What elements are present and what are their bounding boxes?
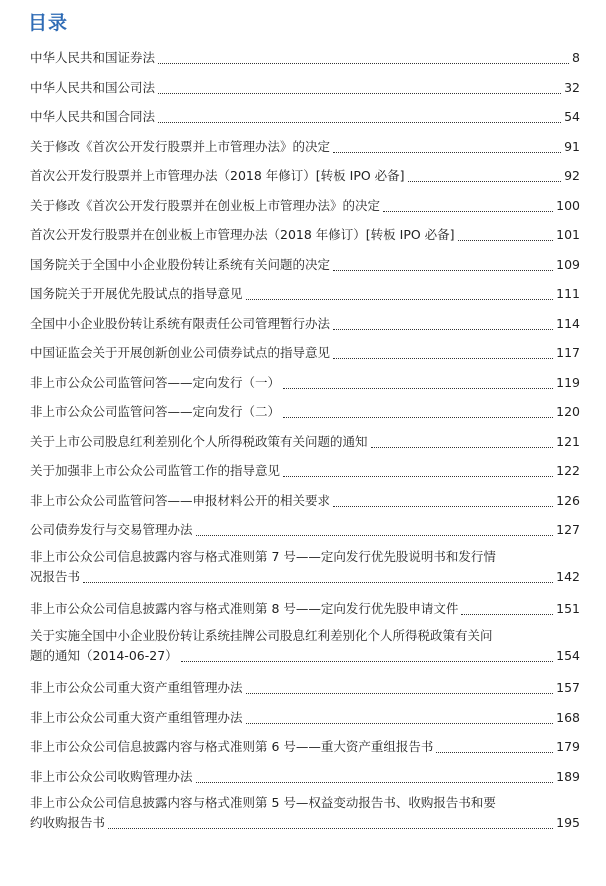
- toc-page-number: 195: [556, 815, 580, 830]
- toc-entry-title: 公司债券发行与交易管理办法: [30, 522, 193, 537]
- dot-leader: [283, 417, 553, 418]
- dot-leader: [283, 476, 553, 477]
- toc-entry-title: 国务院关于全国中小企业股份转让系统有关问题的决定: [30, 256, 331, 272]
- toc-entry[interactable]: [30, 74, 580, 104]
- toc-page-number: 114: [556, 315, 580, 331]
- toc-entry[interactable]: [30, 133, 580, 163]
- toc-entry-title-line1: 关于实施全国中小企业股份转让系统挂牌公司股息红利差别化个人所得税政策有关问: [30, 627, 493, 643]
- toc-entry-title: 关于加强非上市公众公司监管工作的指导意见: [30, 463, 281, 478]
- toc-page-number: 101: [556, 227, 580, 242]
- toc-entry-title: 非上市公众公司收购管理办法: [30, 768, 193, 784]
- dot-leader: [333, 270, 553, 271]
- toc-entry[interactable]: [30, 369, 580, 399]
- dot-leader: [181, 661, 553, 662]
- toc-entry[interactable]: [30, 221, 580, 251]
- dot-leader: [371, 447, 554, 448]
- toc-entry-title-line2: 况报告书: [30, 568, 81, 584]
- dot-leader: [158, 63, 569, 64]
- toc-entry[interactable]: [30, 792, 580, 842]
- toc-entry-title-line2: 题的通知（2014-06-27）: [30, 647, 178, 663]
- toc-page-number: 168: [556, 709, 580, 725]
- toc-entry-title: 非上市公众公司监管问答——定向发行（一）: [30, 374, 281, 390]
- toc-page-number: 157: [556, 680, 580, 695]
- toc-entry-title-line2: 约收购报告书: [30, 815, 106, 830]
- toc-entry-title: 非上市公众公司信息披露内容与格式准则第 8 号——定向发行优先股申请文件: [30, 601, 459, 616]
- dot-leader: [436, 752, 553, 753]
- toc-entry[interactable]: [30, 487, 580, 517]
- toc-page-number: 126: [556, 492, 580, 508]
- toc-entry-title: 首次公开发行股票并上市管理办法（2018 年修订）[转板 IPO 必备]: [30, 168, 405, 183]
- dot-leader: [333, 506, 553, 507]
- toc-entry-title: 首次公开发行股票并在创业板上市管理办法（2018 年修订）[转板 IPO 必备]: [30, 227, 455, 242]
- dot-leader: [333, 358, 553, 359]
- toc-entry[interactable]: [30, 280, 580, 310]
- toc-page-number: 127: [556, 522, 580, 537]
- dot-leader: [383, 211, 553, 212]
- toc-entry[interactable]: [30, 516, 580, 546]
- toc-entry-title: 非上市公众公司监管问答——申报材料公开的相关要求: [30, 492, 331, 508]
- dot-leader: [246, 693, 554, 694]
- toc-page-number: 142: [556, 568, 580, 584]
- dot-leader: [196, 535, 554, 536]
- dot-leader: [283, 388, 553, 389]
- toc-entry-title: 非上市公众公司重大资产重组管理办法: [30, 709, 243, 725]
- toc-entry[interactable]: [30, 398, 580, 428]
- toc-entry[interactable]: [30, 339, 580, 369]
- toc-page-number: 109: [556, 256, 580, 272]
- toc-entry-title: 中华人民共和国公司法: [30, 79, 156, 95]
- toc-entry[interactable]: [30, 595, 580, 625]
- toc-entry[interactable]: [30, 674, 580, 704]
- toc-page-number: 119: [556, 374, 580, 390]
- toc-entry[interactable]: [30, 704, 580, 734]
- toc-entry[interactable]: [30, 733, 580, 763]
- toc-page-number: 92: [564, 168, 580, 183]
- toc-page-number: 151: [556, 601, 580, 616]
- toc-entry[interactable]: [30, 546, 580, 596]
- toc-entry-title: 关于修改《首次公开发行股票并上市管理办法》的决定: [30, 138, 331, 154]
- dot-leader: [158, 93, 561, 94]
- toc-entry[interactable]: [30, 251, 580, 281]
- toc-entry[interactable]: [30, 457, 580, 487]
- toc-entry-title-line1: 非上市公众公司信息披露内容与格式准则第 5 号—权益变动报告书、收购报告书和要: [30, 795, 496, 810]
- toc-entry-title: 非上市公众公司重大资产重组管理办法: [30, 680, 243, 695]
- toc-entry-title-line1: 非上市公众公司信息披露内容与格式准则第 7 号——定向发行优先股说明书和发行情: [30, 548, 496, 564]
- dot-leader: [83, 582, 553, 583]
- dot-leader: [333, 329, 553, 330]
- toc-page-number: 120: [556, 404, 580, 419]
- toc-entry[interactable]: [30, 763, 580, 793]
- toc-entry[interactable]: [30, 44, 580, 74]
- dot-leader: [246, 723, 554, 724]
- toc-entry[interactable]: [30, 103, 580, 133]
- toc-page-number: 121: [556, 433, 580, 449]
- toc-page-number: 91: [564, 138, 580, 154]
- toc-page-number: 111: [556, 286, 580, 301]
- toc-entry[interactable]: [30, 428, 580, 458]
- toc-entry-title: 非上市公众公司监管问答——定向发行（二）: [30, 404, 281, 419]
- toc-entry-title: 关于上市公司股息红利差别化个人所得税政策有关问题的通知: [30, 433, 368, 449]
- toc-title: 目录: [28, 12, 69, 34]
- toc-entry[interactable]: [30, 310, 580, 340]
- dot-leader: [158, 122, 561, 123]
- toc-entry-title: 非上市公众公司信息披露内容与格式准则第 6 号——重大资产重组报告书: [30, 739, 434, 754]
- toc-entry[interactable]: [30, 192, 580, 222]
- toc-entry-title: 中国证监会关于开展创新创业公司债券试点的指导意见: [30, 345, 331, 360]
- toc-entry[interactable]: [30, 625, 580, 675]
- toc-page-number: 100: [556, 197, 580, 213]
- toc-page-number: 179: [556, 739, 580, 754]
- toc-page-number: 189: [556, 768, 580, 784]
- dot-leader: [461, 614, 553, 615]
- dot-leader: [246, 299, 554, 300]
- toc-page-number: 122: [556, 463, 580, 478]
- dot-leader: [333, 152, 561, 153]
- toc-entry-title: 中华人民共和国证券法: [30, 50, 156, 65]
- toc-list: [30, 44, 580, 842]
- dot-leader: [458, 240, 554, 241]
- toc-entry-title: 关于修改《首次公开发行股票并在创业板上市管理办法》的决定: [30, 197, 381, 213]
- toc-page-number: 154: [556, 647, 580, 663]
- toc-page-number: 54: [564, 109, 580, 124]
- dot-leader: [108, 828, 553, 829]
- toc-entry-title: 全国中小企业股份转让系统有限责任公司管理暂行办法: [30, 315, 331, 331]
- toc-entry-title: 中华人民共和国合同法: [30, 109, 156, 124]
- dot-leader: [196, 782, 554, 783]
- toc-entry-title: 国务院关于开展优先股试点的指导意见: [30, 286, 243, 301]
- toc-page-number: 32: [564, 79, 580, 95]
- toc-page-number: 8: [572, 50, 580, 65]
- dot-leader: [408, 181, 562, 182]
- toc-entry[interactable]: [30, 162, 580, 192]
- toc-page-number: 117: [556, 345, 580, 360]
